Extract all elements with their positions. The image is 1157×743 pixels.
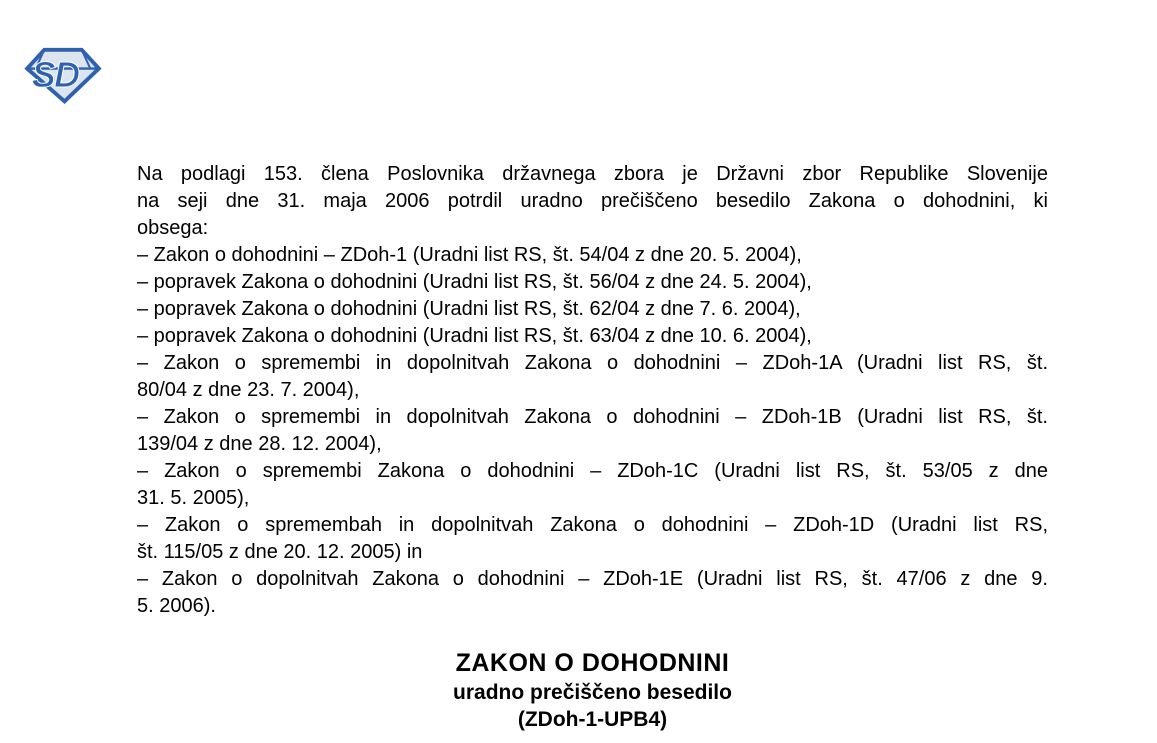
text-line: – Zakon o spremembah in dopolnitvah Zakona o dohodnini – ZDoh-1D (Uradni list RS, (137, 514, 1048, 536)
text-line: 5. 2006). (137, 595, 216, 617)
text-line: št. 115/05 z dne 20. 12. 2005) in (137, 541, 423, 563)
text-line: – Zakon o spremembi in dopolnitvah Zakona o dohodnini – ZDoh-1A (Uradni list RS, št. (137, 352, 1048, 374)
text-line: 139/04 z dne 28. 12. 2004), (137, 433, 382, 455)
sd-diamond-logo (24, 44, 102, 104)
text-line: na seji dne 31. maja 2006 potrdil uradno prečiščeno besedilo Zakona o dohodnini, ki (137, 190, 1048, 212)
text-line: obsega: (137, 217, 209, 239)
document-subtitle: uradno prečiščeno besedilo (453, 681, 732, 704)
logo-letters: SD (31, 55, 79, 96)
text-line: 80/04 z dne 23. 7. 2004), (137, 379, 360, 401)
text-line: – popravek Zakona o dohodnini (Uradni list RS, št. 62/04 z dne 7. 6. 2004), (137, 298, 801, 320)
text-line: – popravek Zakona o dohodnini (Uradni list RS, št. 56/04 z dne 24. 5. 2004), (137, 271, 812, 293)
text-line: – Zakon o spremembi Zakona o dohodnini – ZDoh-1C (Uradni list RS, št. 53/05 z dne (137, 460, 1048, 482)
text-line: 31. 5. 2005), (137, 487, 250, 509)
document-title: ZAKON O DOHODNINI (455, 649, 730, 677)
text-line: Na podlagi 153. člena Poslovnika državnega zbora je Državni zbor Republike Slovenije (137, 163, 1048, 185)
document-text (137, 161, 1048, 620)
title-block (137, 648, 1048, 733)
document-code: (ZDoh-1-UPB4) (517, 708, 668, 731)
text-line: – popravek Zakona o dohodnini (Uradni list RS, št. 63/04 z dne 10. 6. 2004), (137, 325, 812, 347)
text-line: – Zakon o dohodnini – ZDoh-1 (Uradni list RS, št. 54/04 z dne 20. 5. 2004), (137, 244, 802, 266)
text-line: – Zakon o spremembi in dopolnitvah Zakona o dohodnini – ZDoh-1B (Uradni list RS, št. (137, 406, 1048, 428)
text-line: – Zakon o dopolnitvah Zakona o dohodnini – ZDoh-1E (Uradni list RS, št. 47/06 z dne 9. (137, 568, 1048, 590)
diamond-gem-icon (24, 44, 102, 104)
